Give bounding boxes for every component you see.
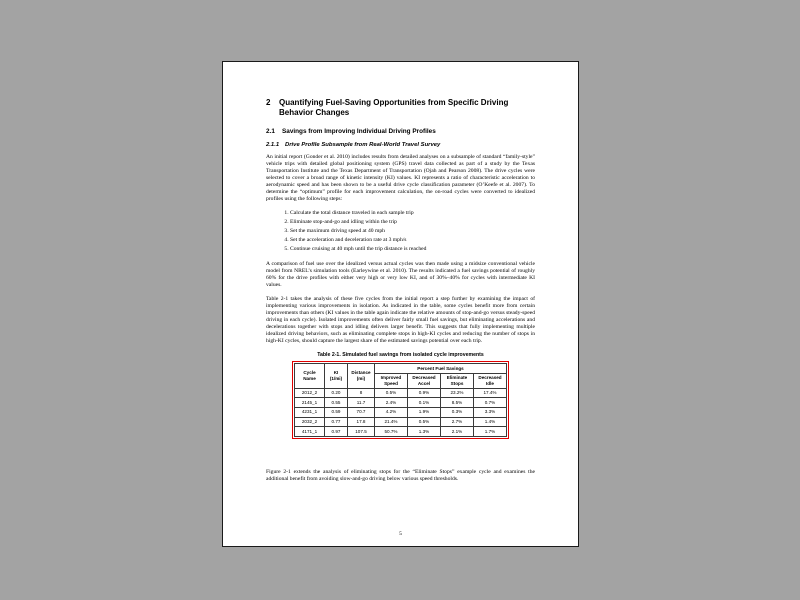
- subsection-number: 2.1: [266, 128, 275, 135]
- table-cell: 0.55: [325, 398, 348, 408]
- table-cell: 17.4%: [474, 388, 507, 398]
- table-cell: 21.4%: [375, 417, 408, 427]
- table-cell: 0.9%: [408, 388, 441, 398]
- table-caption: Table 2-1. Simulated fuel savings from isolated cycle improvements: [317, 352, 484, 358]
- page-number: 5: [399, 531, 402, 537]
- table-cell: 0.97: [325, 427, 348, 437]
- table-cell: 2012_2: [295, 388, 325, 398]
- table-cell: 1.4%: [474, 417, 507, 427]
- col-header-group-percent-fuel-savings: Percent Fuel Savings: [375, 364, 507, 374]
- idealized-profile-steps-list: [290, 210, 535, 253]
- table-row: [295, 398, 507, 408]
- table-cell: 2.7%: [441, 417, 474, 427]
- table-cell: 2145_1: [295, 398, 325, 408]
- list-item: 5. Continue cruising at 40 mph until the trip distance is reached: [290, 246, 535, 253]
- subsubsection-number: 2.1.1: [266, 142, 280, 148]
- table-cell: 17.8: [348, 417, 375, 427]
- subsection-heading-2-1-1: [266, 142, 535, 149]
- table-cell: 2.4%: [375, 398, 408, 408]
- subsection-heading-2-1: [266, 128, 535, 136]
- col-header-eliminate-stops: Eliminate Stops: [441, 373, 474, 388]
- list-item: 1. Calculate the total distance traveled in each sample trip: [290, 210, 535, 217]
- table-cell: 3.3%: [474, 407, 507, 417]
- table-header-row: [295, 364, 507, 374]
- table-cell: 11.7: [348, 398, 375, 408]
- subsection-title: Savings from Improving Individual Driving Profiles: [282, 128, 436, 135]
- table-cell: 8: [348, 388, 375, 398]
- table-cell: 1.7%: [474, 427, 507, 437]
- table-cell: 0.5%: [408, 417, 441, 427]
- table-body: [295, 388, 507, 436]
- paragraph-comparison-results: A comparison of fuel use over the idealized versus actual cycles was then made using a midsize conventional vehicle model from NREL’s simulation tools (Earleywine et al. 2010). The results indicated a fuel savings potential of roughly 60% for the drive profiles with either very high or very low KI, and of 30%–40% for cycles with intermediate KI values.: [266, 261, 535, 288]
- table-cell: 0.3%: [441, 407, 474, 417]
- table-row: [295, 427, 507, 437]
- paragraph-figure-reference: Figure 2-1 extends the analysis of eliminating stops for the “Eliminate Stops” example cycle and examines the additional benefit from avoiding slow-and-go driving below various speed thresholds.: [266, 468, 535, 482]
- table-cell: 0.1%: [408, 398, 441, 408]
- section-number: 2: [266, 98, 271, 107]
- table-cell: 50.7%: [375, 427, 408, 437]
- pdf-page: [222, 61, 579, 547]
- table-cell: 0.7%: [474, 398, 507, 408]
- table-cell: 4171_1: [295, 427, 325, 437]
- list-item: 4. Set the acceleration and deceleration rate at 3 mph/s: [290, 237, 535, 244]
- col-header-decreased-accel: Decreased Accel: [408, 373, 441, 388]
- table-cell: 70.7: [348, 407, 375, 417]
- paragraph-survey-intro: An initial report (Gonder et al. 2010) includes results from detailed analyses on a subsample of standard “family-style” vehicle trips with detailed global positioning system (GPS) travel data collected as part of a study by the Texas Transportation Institute and the Texas Department of Transportation (Ojah and Pearson 2008). The drive cycles were selected to cover a broad range of kinetic intensity (KI) values. KI represents a ratio of characteristic acceleration to aerodynamic speed and has been shown to be a useful drive cycle classification parameter (O’Keefe et al. 2007). To determine the “optimum” profile for each improvement calculation, the on-road cycles were converted to idealized profiles using the following steps:: [266, 154, 535, 202]
- table-container: [266, 361, 535, 439]
- table-cell: 23.2%: [441, 388, 474, 398]
- table-row: [295, 417, 507, 427]
- col-header-improved-speed: Improved Speed: [375, 373, 408, 388]
- col-header-cycle-name: Cycle Name: [295, 364, 325, 389]
- table-row: [295, 407, 507, 417]
- paragraph-table-analysis: Table 2-1 takes the analysis of these five cycles from the initial report a step further by examining the impact of implementing various improvements in isolation. As indicated in the table, some cycles benefit more from certain improvements than others (KI values in the table again indicate the relative amounts of stop-and-go versus steady-speed driving in each cycle). Isolated improvements often deliver fairly small fuel savings, but eliminating accelerations and decelerations together with stops and idling delivers larger benefit. This suggests that fully implementing multiple idealized driving behaviors, such as eliminating complete stops in high-KI cycles and reducing the number of stops in high-KI cycles, should capture the largest share of the estimated savings potential over each trip.: [266, 296, 535, 344]
- table-cell: 107.5: [348, 427, 375, 437]
- list-item: 2. Eliminate stop-and-go and idling within the trip: [290, 219, 535, 226]
- col-header-ki: KI (1/mi): [325, 364, 348, 389]
- table-cell: 2032_2: [295, 417, 325, 427]
- table-cell: 1.9%: [408, 407, 441, 417]
- table-highlight-box: [292, 361, 509, 439]
- table-cell: 8.5%: [441, 398, 474, 408]
- list-item: 3. Set the maximum driving speed at 40 mph: [290, 228, 535, 235]
- table-cell: 4.2%: [375, 407, 408, 417]
- subsubsection-title: Drive Profile Subsample from Real-World Travel Survey: [285, 142, 441, 148]
- table-header: [295, 364, 507, 389]
- table-cell: 0.77: [325, 417, 348, 427]
- table-cell: 1.3%: [408, 427, 441, 437]
- col-header-decreased-idle: Decreased Idle: [474, 373, 507, 388]
- table-cell: 0.5%: [375, 388, 408, 398]
- table-row: [295, 388, 507, 398]
- section-heading: [266, 98, 535, 118]
- section-title: Quantifying Fuel-Saving Opportunities from Specific Driving Behavior Changes: [279, 98, 509, 117]
- fuel-savings-table: [294, 363, 507, 437]
- table-cell: 0.59: [325, 407, 348, 417]
- table-cell: 4231_1: [295, 407, 325, 417]
- table-cell: 2.1%: [441, 427, 474, 437]
- col-header-distance: Distance (mi): [348, 364, 375, 389]
- table-cell: 0.20: [325, 388, 348, 398]
